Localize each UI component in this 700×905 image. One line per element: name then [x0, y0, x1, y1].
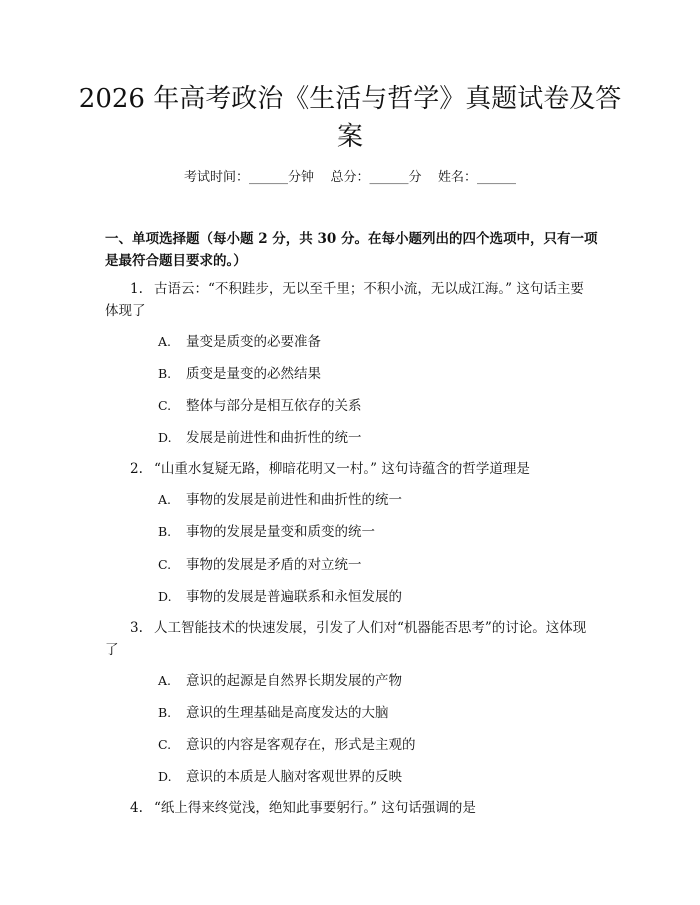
option-text: 事物的发展是普遍联系和永恒发展的 — [186, 589, 402, 605]
question-3 — [105, 617, 597, 661]
question-stem: “山重水复疑无路，柳暗花明又一村。” 这句诗蕴含的哲学道理是 — [154, 461, 530, 477]
option-letter: C. — [158, 557, 172, 572]
question-stem: “纸上得来终觉浅，绝知此事要躬行。” 这句话强调的是 — [154, 800, 476, 816]
question-stem: 古语云：“不积跬步，无以至千里；不积小流，无以成江海。” 这句话主要体现了 — [105, 281, 584, 319]
question-stem: 人工智能技术的快速发展，引发了人们对“机器能否思考”的讨论。这体现了 — [105, 620, 587, 658]
question-1-option-a — [158, 332, 598, 352]
question-4 — [105, 797, 597, 819]
section-heading: 一、单项选择题（每小题 2 分，共 30 分。在每小题列出的四个选项中，只有一项是最符合题目要求的。） — [105, 231, 598, 269]
option-letter: A. — [158, 334, 172, 349]
option-letter: B. — [158, 524, 172, 539]
question-3-option-d — [158, 767, 598, 787]
option-text: 事物的发展是量变和质变的统一 — [186, 524, 375, 540]
option-text: 质变是量变的必然结果 — [186, 366, 321, 382]
option-letter: D. — [158, 769, 172, 784]
option-text: 事物的发展是矛盾的对立统一 — [186, 557, 362, 573]
option-text: 事物的发展是前进性和曲折性的统一 — [186, 492, 402, 508]
option-letter: A. — [158, 673, 172, 688]
question-2-option-a — [158, 490, 598, 510]
question-2-option-b — [158, 522, 598, 542]
question-1 — [105, 278, 597, 322]
question-2 — [105, 458, 597, 480]
option-letter: C. — [158, 737, 172, 752]
question-number: 3. — [130, 620, 143, 636]
exam-info-line: 考试时间：______分钟 总分：______分 姓名：______ — [183, 170, 517, 185]
question-2-option-d — [158, 587, 598, 607]
option-letter: D. — [158, 430, 172, 445]
question-number: 1. — [130, 281, 143, 297]
page-title: 2026 年高考政治《生活与哲学》真题试卷及答案 — [78, 84, 622, 152]
question-3-option-b — [158, 703, 598, 723]
option-text: 意识的内容是客观存在，形式是主观的 — [186, 737, 416, 753]
option-letter: B. — [158, 366, 172, 381]
option-text: 发展是前进性和曲折性的统一 — [186, 430, 362, 446]
option-letter: B. — [158, 705, 172, 720]
question-1-option-b — [158, 364, 598, 384]
question-number: 2. — [130, 461, 143, 477]
option-text: 意识的生理基础是高度发达的大脑 — [186, 705, 389, 721]
option-text: 整体与部分是相互依存的关系 — [186, 398, 362, 414]
option-text: 意识的本质是人脑对客观世界的反映 — [186, 769, 402, 785]
question-3-option-a — [158, 671, 598, 691]
option-text: 意识的起源是自然界长期发展的产物 — [186, 673, 402, 689]
option-letter: A. — [158, 492, 172, 507]
option-letter: C. — [158, 398, 172, 413]
question-1-option-c — [158, 396, 598, 416]
question-2-option-c — [158, 555, 598, 575]
question-1-option-d — [158, 428, 598, 448]
question-number: 4. — [130, 800, 143, 816]
option-text: 量变是质变的必要准备 — [186, 334, 321, 350]
question-3-option-c — [158, 735, 598, 755]
option-letter: D. — [158, 589, 172, 604]
